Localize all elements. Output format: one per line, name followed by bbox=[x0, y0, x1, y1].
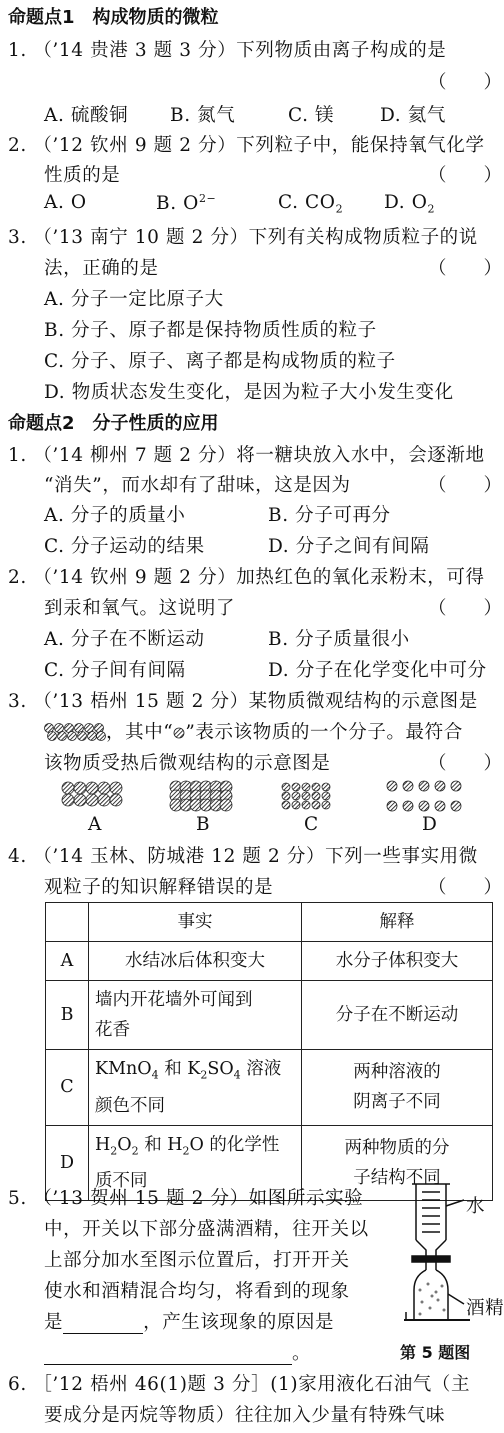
question-stem-cont: 法，正确的是 bbox=[44, 258, 159, 279]
option-a: A. O bbox=[44, 192, 87, 213]
option-b: B. 分子可再分 bbox=[268, 505, 391, 526]
option-c: C. 镁 bbox=[288, 105, 335, 126]
question-stem: 1. （’14 贵港 3 题 3 分）下列物质由离子构成的是 bbox=[8, 40, 447, 61]
molecule-structure-icon bbox=[44, 723, 106, 741]
figure-label-b: B bbox=[196, 814, 211, 835]
table-header-row bbox=[46, 903, 493, 942]
table-header-cell: 事实 bbox=[89, 903, 302, 942]
row-key: C bbox=[46, 1050, 89, 1126]
answer-bracket: （ ） bbox=[428, 72, 503, 93]
question-stem-cont: 性质的是 bbox=[44, 165, 121, 186]
option-d: D. 氦气 bbox=[380, 105, 446, 126]
answer-blank-1 bbox=[63, 1315, 143, 1334]
option-a: A. 硫酸铜 bbox=[44, 105, 129, 126]
row-fact: 水结冰后体积变大 bbox=[89, 942, 302, 981]
question-stem: 5. （’13 贺州 15 题 2 分）如图所示实验 bbox=[8, 1188, 364, 1209]
row-key: D bbox=[46, 1125, 89, 1201]
question-stem: 1. （’14 柳州 7 题 2 分）将一糖块放入水中，会逐渐地 bbox=[8, 445, 485, 466]
facts-table bbox=[45, 902, 493, 1201]
question-stem: 4. （’14 玉林、防城港 12 题 2 分）下列一些事实用微 bbox=[8, 846, 478, 867]
question-stem: 2. （’14 钦州 9 题 2 分）加热红色的氧化汞粉末，可得 bbox=[8, 567, 485, 588]
option-b: B. 氮气 bbox=[170, 105, 236, 126]
question-stem: 6. ［’12 梧州 46(1)题 3 分］(1)家用液化石油气（主 bbox=[8, 1374, 471, 1395]
question-stem: 2. （’12 钦州 9 题 2 分）下列粒子中，能保持氧气化学 bbox=[8, 135, 485, 156]
question-stem: 3. （’13 南宁 10 题 2 分）下列有关构成物质粒子的说 bbox=[8, 227, 478, 248]
answer-bracket: （ ） bbox=[428, 877, 503, 898]
table-row bbox=[46, 942, 493, 981]
question-stem-cont: 该物质受热后微观结构的示意图是 bbox=[44, 753, 331, 774]
option-d: D. 分子在化学变化中可分 bbox=[268, 660, 487, 681]
answer-bracket: （ ） bbox=[428, 165, 503, 186]
question-stem-cont: 要成分是丙烷等物质）往往加入少量有特殊气味 bbox=[44, 1405, 446, 1426]
option-c: C. 分子、原子、离子都是构成物质的粒子 bbox=[44, 351, 396, 372]
row-key: A bbox=[46, 942, 89, 981]
table-header-cell bbox=[46, 903, 89, 942]
option-c: C. 分子间有间隔 bbox=[44, 660, 186, 681]
answer-bracket: （ ） bbox=[428, 475, 503, 496]
figure-label-c: C bbox=[304, 814, 319, 835]
table-header-cell: 解释 bbox=[302, 903, 493, 942]
question-stem-cont: “消失”，而水却有了甜味，这是因为 bbox=[44, 475, 351, 496]
option-d: D. 分子之间有间隔 bbox=[268, 536, 430, 557]
single-molecule-icon bbox=[173, 727, 185, 739]
row-explain: 分子在不断运动 bbox=[302, 981, 493, 1050]
question-stem-cont: 使水和酒精混合均匀，将看到的现象 bbox=[44, 1281, 350, 1302]
question-stem-cont: 观粒子的知识解释错误的是 bbox=[44, 877, 274, 898]
option-a: A. 分子的质量小 bbox=[44, 505, 186, 526]
row-explain: 两种物质的分 子结构不同 bbox=[302, 1125, 493, 1201]
option-c: C. 分子运动的结果 bbox=[44, 536, 205, 557]
question-stem-cont: 上部分加水至图示位置后，打开开关 bbox=[44, 1250, 350, 1271]
question-stem-cont: ，其中“ ”表示该物质的一个分子。最符合 bbox=[44, 718, 463, 744]
section-heading-2: 命题点2 分子性质的应用 bbox=[8, 413, 219, 434]
option-b: B. 分子质量很小 bbox=[268, 629, 410, 650]
molecule-options-figure bbox=[60, 780, 480, 814]
row-fact: $H_2O_2$ 和 $H_2O$ 的化学性 质不同 bbox=[89, 1125, 302, 1201]
row-fact: KMnO$_4$ 和 $K_2SO_4$ 溶液 颜色不同 bbox=[89, 1050, 302, 1126]
option-b: B. 分子、原子都是保持物质性质的粒子 bbox=[44, 320, 377, 341]
question-stem: 3. （’13 梧州 15 题 2 分）某物质微观结构的示意图是 bbox=[8, 691, 478, 712]
row-key: B bbox=[46, 981, 89, 1050]
figure-label-alcohol: 酒精 bbox=[466, 1298, 504, 1319]
option-a: A. 分子在不断运动 bbox=[44, 629, 205, 650]
option-c: C. $CO_2$ bbox=[278, 192, 344, 216]
question-stem-cont: 中，开关以下部分盛满酒精，往开关以 bbox=[44, 1219, 369, 1240]
option-a: A. 分子一定比原子大 bbox=[44, 289, 224, 310]
figure-label-d: D bbox=[422, 814, 438, 835]
figure-label-a: A bbox=[88, 814, 102, 835]
option-b-figure bbox=[170, 781, 232, 811]
table-row bbox=[46, 981, 493, 1050]
row-explain: 水分子体积变大 bbox=[302, 942, 493, 981]
figure-label-water: 水 bbox=[466, 1196, 486, 1217]
answer-blank-2 bbox=[44, 1346, 292, 1365]
option-d: D. $O_2$ bbox=[384, 192, 436, 216]
table-row bbox=[46, 1050, 493, 1126]
answer-bracket: （ ） bbox=[428, 598, 503, 619]
option-a-figure bbox=[62, 782, 122, 806]
answer-bracket: （ ） bbox=[428, 753, 503, 774]
answer-bracket: （ ） bbox=[428, 258, 503, 279]
option-d: D. 物质状态发生变化，是因为粒子大小发生变化 bbox=[44, 382, 454, 403]
question-stem-cont: 。 bbox=[44, 1339, 311, 1365]
row-explain: 两种溶液的 阴离子不同 bbox=[302, 1050, 493, 1126]
option-c-figure bbox=[282, 783, 330, 809]
figure-caption: 第 5 题图 bbox=[400, 1343, 471, 1362]
row-fact: 墙内开花墙外可闻到 花香 bbox=[89, 981, 302, 1050]
question-stem-cont: 到汞和氧气。这说明了 bbox=[44, 598, 236, 619]
question-stem-cont: 是 ，产生该现象的原因是 bbox=[44, 1312, 335, 1333]
section-heading-1: 命题点1 构成物质的微粒 bbox=[8, 7, 219, 28]
option-d-figure bbox=[387, 781, 461, 811]
option-b: B. $O^{2-}$ bbox=[156, 192, 217, 215]
